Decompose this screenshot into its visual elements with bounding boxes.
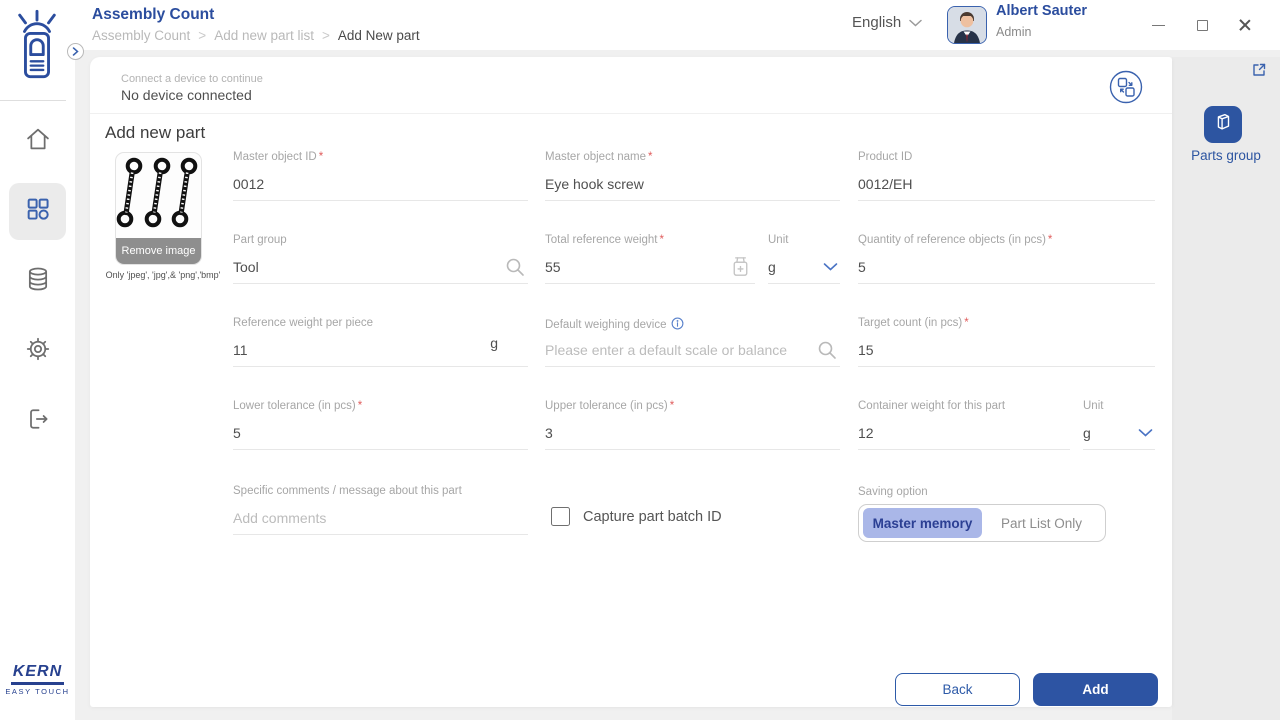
unit-value: g bbox=[1083, 425, 1091, 441]
connect-device-button[interactable] bbox=[1109, 70, 1143, 104]
user-name: Albert Sauter bbox=[996, 3, 1088, 19]
database-icon bbox=[24, 265, 52, 298]
capture-batch-row bbox=[551, 507, 722, 526]
parts-group-label[interactable]: Parts group bbox=[1191, 148, 1261, 163]
sidebar-item-database[interactable] bbox=[9, 253, 66, 310]
segment-part-list-only[interactable]: Part List Only bbox=[1000, 515, 1083, 531]
language-value: English bbox=[852, 14, 902, 31]
breadcrumb-item[interactable]: Add new part list bbox=[214, 28, 314, 43]
required-asterisk: * bbox=[357, 400, 363, 412]
user-role: Admin bbox=[996, 25, 1032, 39]
saving-option-label: Saving option bbox=[858, 486, 928, 498]
field-label: Lower tolerance (in pcs) * bbox=[233, 400, 363, 412]
calibration-weight-icon[interactable] bbox=[728, 254, 753, 281]
product-id-input[interactable] bbox=[858, 176, 1155, 192]
required-asterisk: * bbox=[1047, 234, 1053, 246]
container-weight-input[interactable] bbox=[858, 425, 1070, 441]
sidebar-item-logout[interactable] bbox=[9, 393, 66, 450]
comments-input[interactable] bbox=[233, 510, 528, 526]
avatar[interactable] bbox=[947, 6, 987, 44]
field-comments bbox=[233, 485, 528, 535]
field-default-weighing-device bbox=[545, 317, 840, 367]
sidebar-item-home[interactable] bbox=[9, 113, 66, 170]
home-icon bbox=[24, 125, 52, 158]
page-title: Assembly Count bbox=[92, 6, 215, 23]
right-panel bbox=[1172, 57, 1280, 720]
gear-icon bbox=[24, 335, 52, 368]
total-reference-weight-input[interactable] bbox=[545, 259, 755, 275]
chevron-down-icon bbox=[1138, 429, 1153, 438]
part-group-input[interactable] bbox=[233, 259, 528, 275]
chevron-down-icon bbox=[823, 263, 838, 272]
field-part-group bbox=[233, 234, 528, 284]
sidebar-expand-button[interactable] bbox=[67, 43, 84, 60]
header-bar bbox=[75, 0, 1280, 50]
field-unit-container bbox=[1083, 400, 1155, 450]
remove-image-button[interactable]: Remove image bbox=[116, 238, 201, 264]
breadcrumb-separator: > bbox=[322, 28, 330, 43]
unit-value: g bbox=[768, 259, 776, 275]
required-asterisk: * bbox=[648, 151, 653, 163]
master-object-name-input[interactable] bbox=[545, 176, 840, 192]
field-quantity-reference-objects bbox=[858, 234, 1155, 284]
field-label: Upper tolerance (in pcs) * bbox=[545, 400, 675, 412]
minimize-button[interactable] bbox=[1143, 13, 1173, 37]
reference-weight-per-piece-input[interactable] bbox=[233, 342, 528, 358]
capture-batch-label: Capture part batch ID bbox=[583, 508, 722, 525]
field-container-weight bbox=[858, 400, 1070, 450]
breadcrumb-current: Add New part bbox=[337, 28, 420, 43]
field-upper-tolerance bbox=[545, 400, 840, 450]
field-target-count bbox=[858, 317, 1155, 367]
required-asterisk: * bbox=[964, 317, 969, 329]
field-label: Product ID bbox=[858, 151, 913, 163]
unit-suffix: g bbox=[490, 335, 498, 351]
chevron-down-icon bbox=[909, 14, 922, 31]
upper-tolerance-input[interactable] bbox=[545, 425, 840, 441]
kern-brand-sub: EASY TOUCH bbox=[5, 687, 70, 696]
device-banner-label: Connect a device to continue bbox=[121, 73, 263, 85]
quantity-reference-objects-input[interactable] bbox=[858, 259, 1155, 275]
field-label: Default weighing device bbox=[545, 317, 840, 334]
saving-option-toggle bbox=[858, 504, 1106, 542]
part-image bbox=[115, 152, 202, 265]
sidebar-item-parts[interactable] bbox=[9, 183, 66, 240]
field-label: Unit bbox=[1083, 400, 1104, 412]
chevron-right-icon bbox=[72, 43, 79, 61]
field-product-id bbox=[858, 151, 1155, 201]
lower-tolerance-input[interactable] bbox=[233, 425, 528, 441]
sidebar-item-settings[interactable] bbox=[9, 323, 66, 380]
field-label: Target count (in pcs) * bbox=[858, 317, 969, 329]
unit-select[interactable] bbox=[768, 251, 840, 284]
field-label: Total reference weight * bbox=[545, 234, 664, 246]
field-master-object-name bbox=[545, 151, 840, 201]
expand-icon bbox=[1251, 62, 1267, 83]
parts-group-button[interactable] bbox=[1204, 106, 1242, 143]
easy-touch-logo-icon bbox=[12, 8, 62, 85]
master-object-id-input[interactable] bbox=[233, 176, 528, 192]
capture-batch-checkbox[interactable] bbox=[551, 507, 570, 526]
cube-icon bbox=[1212, 111, 1234, 138]
field-label: Master object name * bbox=[545, 151, 653, 163]
field-label: Unit bbox=[768, 234, 789, 246]
breadcrumb bbox=[92, 28, 420, 43]
banner-divider bbox=[90, 113, 1172, 114]
breadcrumb-item[interactable]: Assembly Count bbox=[92, 28, 191, 43]
sidebar-divider bbox=[0, 100, 66, 101]
main-card bbox=[90, 57, 1172, 707]
sidebar bbox=[0, 0, 75, 720]
field-label: Container weight for this part bbox=[858, 400, 1006, 412]
form-heading: Add new part bbox=[105, 123, 206, 142]
language-selector[interactable] bbox=[852, 14, 922, 31]
info-icon[interactable] bbox=[671, 317, 684, 333]
breadcrumb-separator: > bbox=[198, 28, 207, 43]
field-label: Reference weight per piece bbox=[233, 317, 373, 329]
image-format-note: Only 'jpeg', 'jpg',& 'png','bmp' bbox=[105, 270, 221, 280]
kern-brand-logo bbox=[0, 663, 75, 696]
maximize-button[interactable] bbox=[1187, 13, 1217, 37]
close-button[interactable] bbox=[1230, 13, 1260, 37]
logout-icon bbox=[24, 405, 52, 438]
required-asterisk: * bbox=[659, 234, 664, 246]
field-label: Specific comments / message about this part bbox=[233, 485, 462, 497]
field-lower-tolerance bbox=[233, 400, 528, 450]
search-icon[interactable] bbox=[816, 339, 838, 361]
required-asterisk: * bbox=[669, 400, 675, 412]
add-button[interactable]: Add bbox=[1033, 673, 1158, 706]
default-weighing-device-input[interactable] bbox=[545, 342, 840, 358]
field-label: Quantity of reference objects (in pcs) * bbox=[858, 234, 1053, 246]
kern-brand-word: KERN bbox=[11, 663, 64, 685]
expand-panel-button[interactable] bbox=[1248, 61, 1270, 83]
segment-master-memory[interactable]: Master memory bbox=[863, 508, 982, 538]
required-asterisk: * bbox=[318, 151, 324, 163]
field-unit-reference bbox=[768, 234, 840, 284]
field-total-reference-weight bbox=[545, 234, 755, 284]
field-label: Master object ID * bbox=[233, 151, 324, 163]
target-count-input[interactable] bbox=[858, 342, 1155, 358]
search-icon[interactable] bbox=[504, 256, 526, 278]
field-reference-weight-per-piece bbox=[233, 317, 528, 367]
back-button[interactable]: Back bbox=[895, 673, 1020, 706]
device-banner-status: No device connected bbox=[121, 87, 252, 103]
field-master-object-id bbox=[233, 151, 528, 201]
unit-select[interactable] bbox=[1083, 417, 1155, 450]
field-label: Part group bbox=[233, 234, 287, 246]
apps-grid-icon bbox=[24, 195, 52, 228]
